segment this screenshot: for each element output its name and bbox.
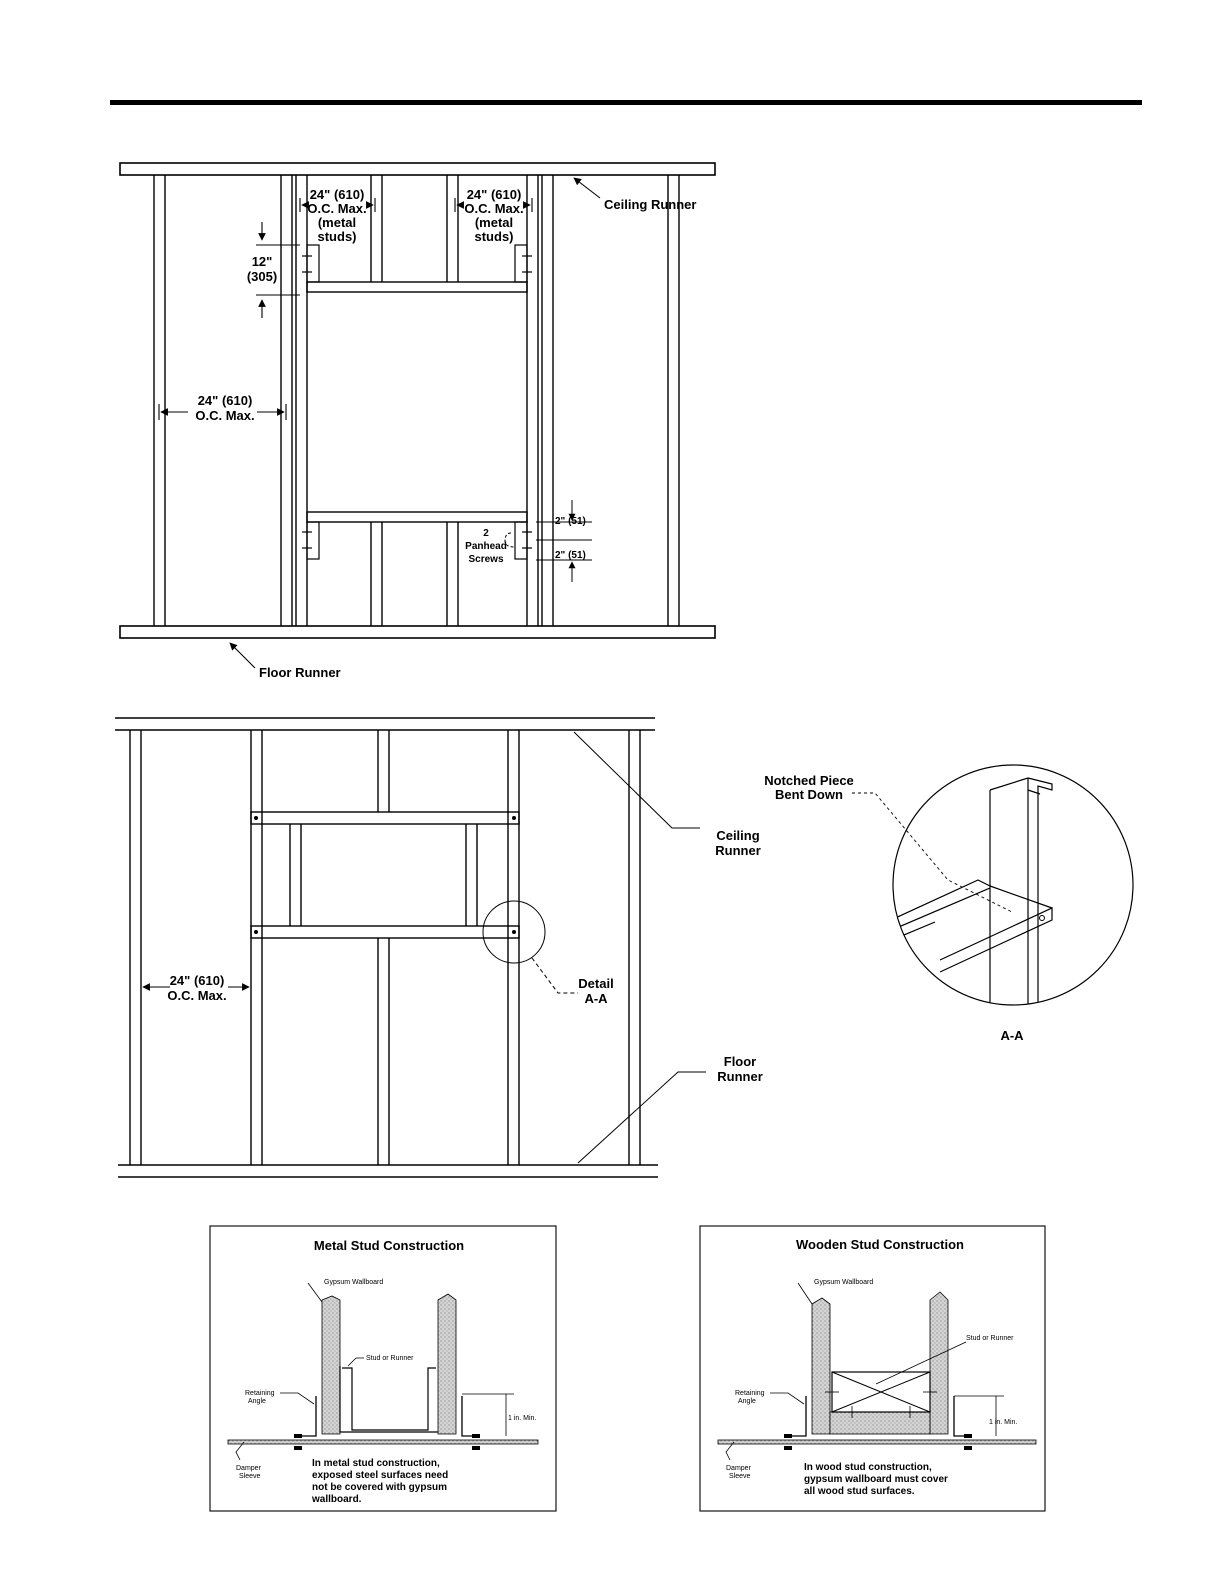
wood-sleeve-line1: Damper — [726, 1465, 751, 1472]
metal-note-1: In metal stud construction, — [312, 1458, 440, 1469]
notched-line1: Notched Piece — [764, 773, 854, 788]
dim-12-line1: 12" — [251, 254, 273, 269]
metal-stud-leader — [348, 1358, 364, 1366]
wood-gypsum-left — [812, 1298, 830, 1434]
dim-24-oc-line2: O.C. Max. — [195, 408, 255, 423]
dim-24-right-line1: 24" (610) — [466, 187, 522, 202]
metal-min-label: 1 in. Min. — [508, 1415, 537, 1422]
floor-runner-leader — [230, 643, 255, 668]
wood-gypsum-label: Gypsum Wallboard — [814, 1279, 874, 1286]
metal-retaining-line1: Retaining — [245, 1390, 275, 1397]
metal-stud-box — [210, 1226, 556, 1511]
panhead-line2: Panhead — [465, 541, 507, 552]
metal-retaining-leader — [280, 1393, 314, 1404]
wood-stud-label: Stud or Runner — [966, 1335, 1014, 1342]
perspective-studs — [130, 730, 640, 1165]
wood-note-3: all wood stud surfaces. — [804, 1486, 915, 1497]
metal-retaining-left — [300, 1396, 316, 1436]
ceiling-runner-label: Ceiling Runner — [604, 197, 697, 212]
perspective-header — [251, 812, 519, 824]
wood-retaining-leader — [770, 1393, 804, 1404]
p-floor-line2: Runner — [717, 1069, 763, 1084]
ceiling-runner-top — [120, 163, 715, 175]
panhead-line1: 2 — [483, 528, 489, 539]
section-a-a-label: A-A — [1000, 1028, 1024, 1043]
p-floor-line1: Floor — [723, 1054, 757, 1069]
wood-retaining-right — [954, 1396, 970, 1436]
detail-horizontal — [880, 880, 1052, 972]
dim-2-lines — [536, 500, 592, 582]
wood-retaining-line2: Angle — [738, 1398, 756, 1405]
p-floor-leader — [578, 1072, 706, 1163]
notched-line2: Bent Down — [775, 787, 843, 802]
wood-sleeve-line2: Sleeve — [729, 1473, 751, 1480]
dim-12-line2: (305) — [246, 269, 278, 284]
metal-note-3: not be covered with gypsum — [312, 1482, 448, 1493]
detail-leader — [532, 958, 578, 993]
wood-sleeve-leader — [726, 1442, 734, 1460]
dim-24-right-line3: (metal — [474, 215, 514, 230]
detail-screw — [1040, 916, 1045, 921]
sill-member — [307, 512, 527, 522]
wood-retaining-line1: Retaining — [735, 1390, 765, 1397]
ceiling-runner-leader — [574, 178, 600, 198]
framing-elevation — [120, 163, 715, 680]
metal-gypsum-leader — [308, 1283, 322, 1302]
wood-note-2: gypsum wallboard must cover — [804, 1474, 948, 1485]
metal-sleeve-line2: Sleeve — [239, 1473, 261, 1480]
dim-24-left-line4: studs) — [317, 229, 357, 244]
metal-note-4: wallboard. — [312, 1494, 362, 1505]
metal-stud-channel — [342, 1368, 436, 1430]
wood-damper-sleeve — [718, 1440, 1036, 1444]
perspective-sill — [251, 926, 519, 938]
metal-gypsum-left — [322, 1296, 340, 1434]
p-ceiling-leader — [574, 732, 700, 828]
floor-runner-label: Floor Runner — [259, 665, 341, 680]
detail-stud — [990, 778, 1052, 1010]
metal-sleeve-leader — [236, 1442, 244, 1460]
panhead-line3: Screws — [468, 554, 504, 565]
metal-stud-outer — [340, 1366, 438, 1432]
metal-stud-label: Stud or Runner — [366, 1355, 414, 1362]
floor-runner-top — [120, 626, 715, 638]
metal-min-dim — [462, 1394, 514, 1436]
dim-24-left-line1: 24" (610) — [309, 187, 365, 202]
p-ceiling-line1: Ceiling — [716, 828, 760, 843]
header-rule — [110, 100, 1142, 105]
wood-stud-leader — [876, 1342, 966, 1384]
metal-retaining-right — [462, 1396, 478, 1436]
wood-gypsum-right — [930, 1292, 948, 1434]
detail-a-a-circle — [893, 765, 1133, 1005]
metal-note-2: exposed steel surfaces need — [312, 1470, 449, 1481]
notched-leader — [852, 793, 1012, 912]
metal-box-title: Metal Stud Construction — [313, 1238, 465, 1253]
wood-min-dim — [954, 1396, 1004, 1436]
wood-min-label: 1 in. Min. — [989, 1419, 1018, 1426]
wood-stud-box — [700, 1226, 1045, 1511]
metal-sleeve-line1: Damper — [236, 1465, 261, 1472]
wood-gypsum-leader — [798, 1283, 812, 1304]
dim-24-oc-line1: 24" (610) — [197, 393, 253, 408]
metal-gypsum-right — [438, 1294, 456, 1434]
header-member — [307, 282, 527, 292]
metal-gypsum-label: Gypsum Wallboard — [324, 1279, 384, 1286]
detail-top-edge — [990, 886, 1052, 908]
dim-24-right-line4: studs) — [474, 229, 514, 244]
wood-box-title: Wooden Stud Construction — [795, 1237, 965, 1252]
dim-2a-label: 2" (51) — [555, 516, 586, 527]
detail-a-a — [764, 765, 1133, 1043]
runner-lines — [115, 718, 658, 1177]
detail-line2: A-A — [584, 991, 608, 1006]
detail-line1: Detail — [578, 976, 614, 991]
perspective-framing — [115, 718, 763, 1177]
wood-retaining-left — [790, 1396, 806, 1436]
dim-2b-label: 2" (51) — [555, 550, 586, 561]
p-dim-24-line1: 24" (610) — [169, 973, 225, 988]
metal-retaining-line2: Angle — [248, 1398, 266, 1405]
dim-24-left-line3: (metal — [317, 215, 357, 230]
wood-note-1: In wood stud construction, — [804, 1462, 932, 1473]
p-ceiling-line2: Runner — [715, 843, 761, 858]
metal-damper-sleeve — [228, 1440, 538, 1444]
dim-24-right-line2: O.C. Max. — [464, 201, 524, 216]
wood-bottom-gypsum — [830, 1412, 930, 1434]
wood-stud-x — [832, 1372, 930, 1412]
dim-24-left-line2: O.C. Max. — [307, 201, 367, 216]
p-dim-24-line2: O.C. Max. — [167, 988, 227, 1003]
